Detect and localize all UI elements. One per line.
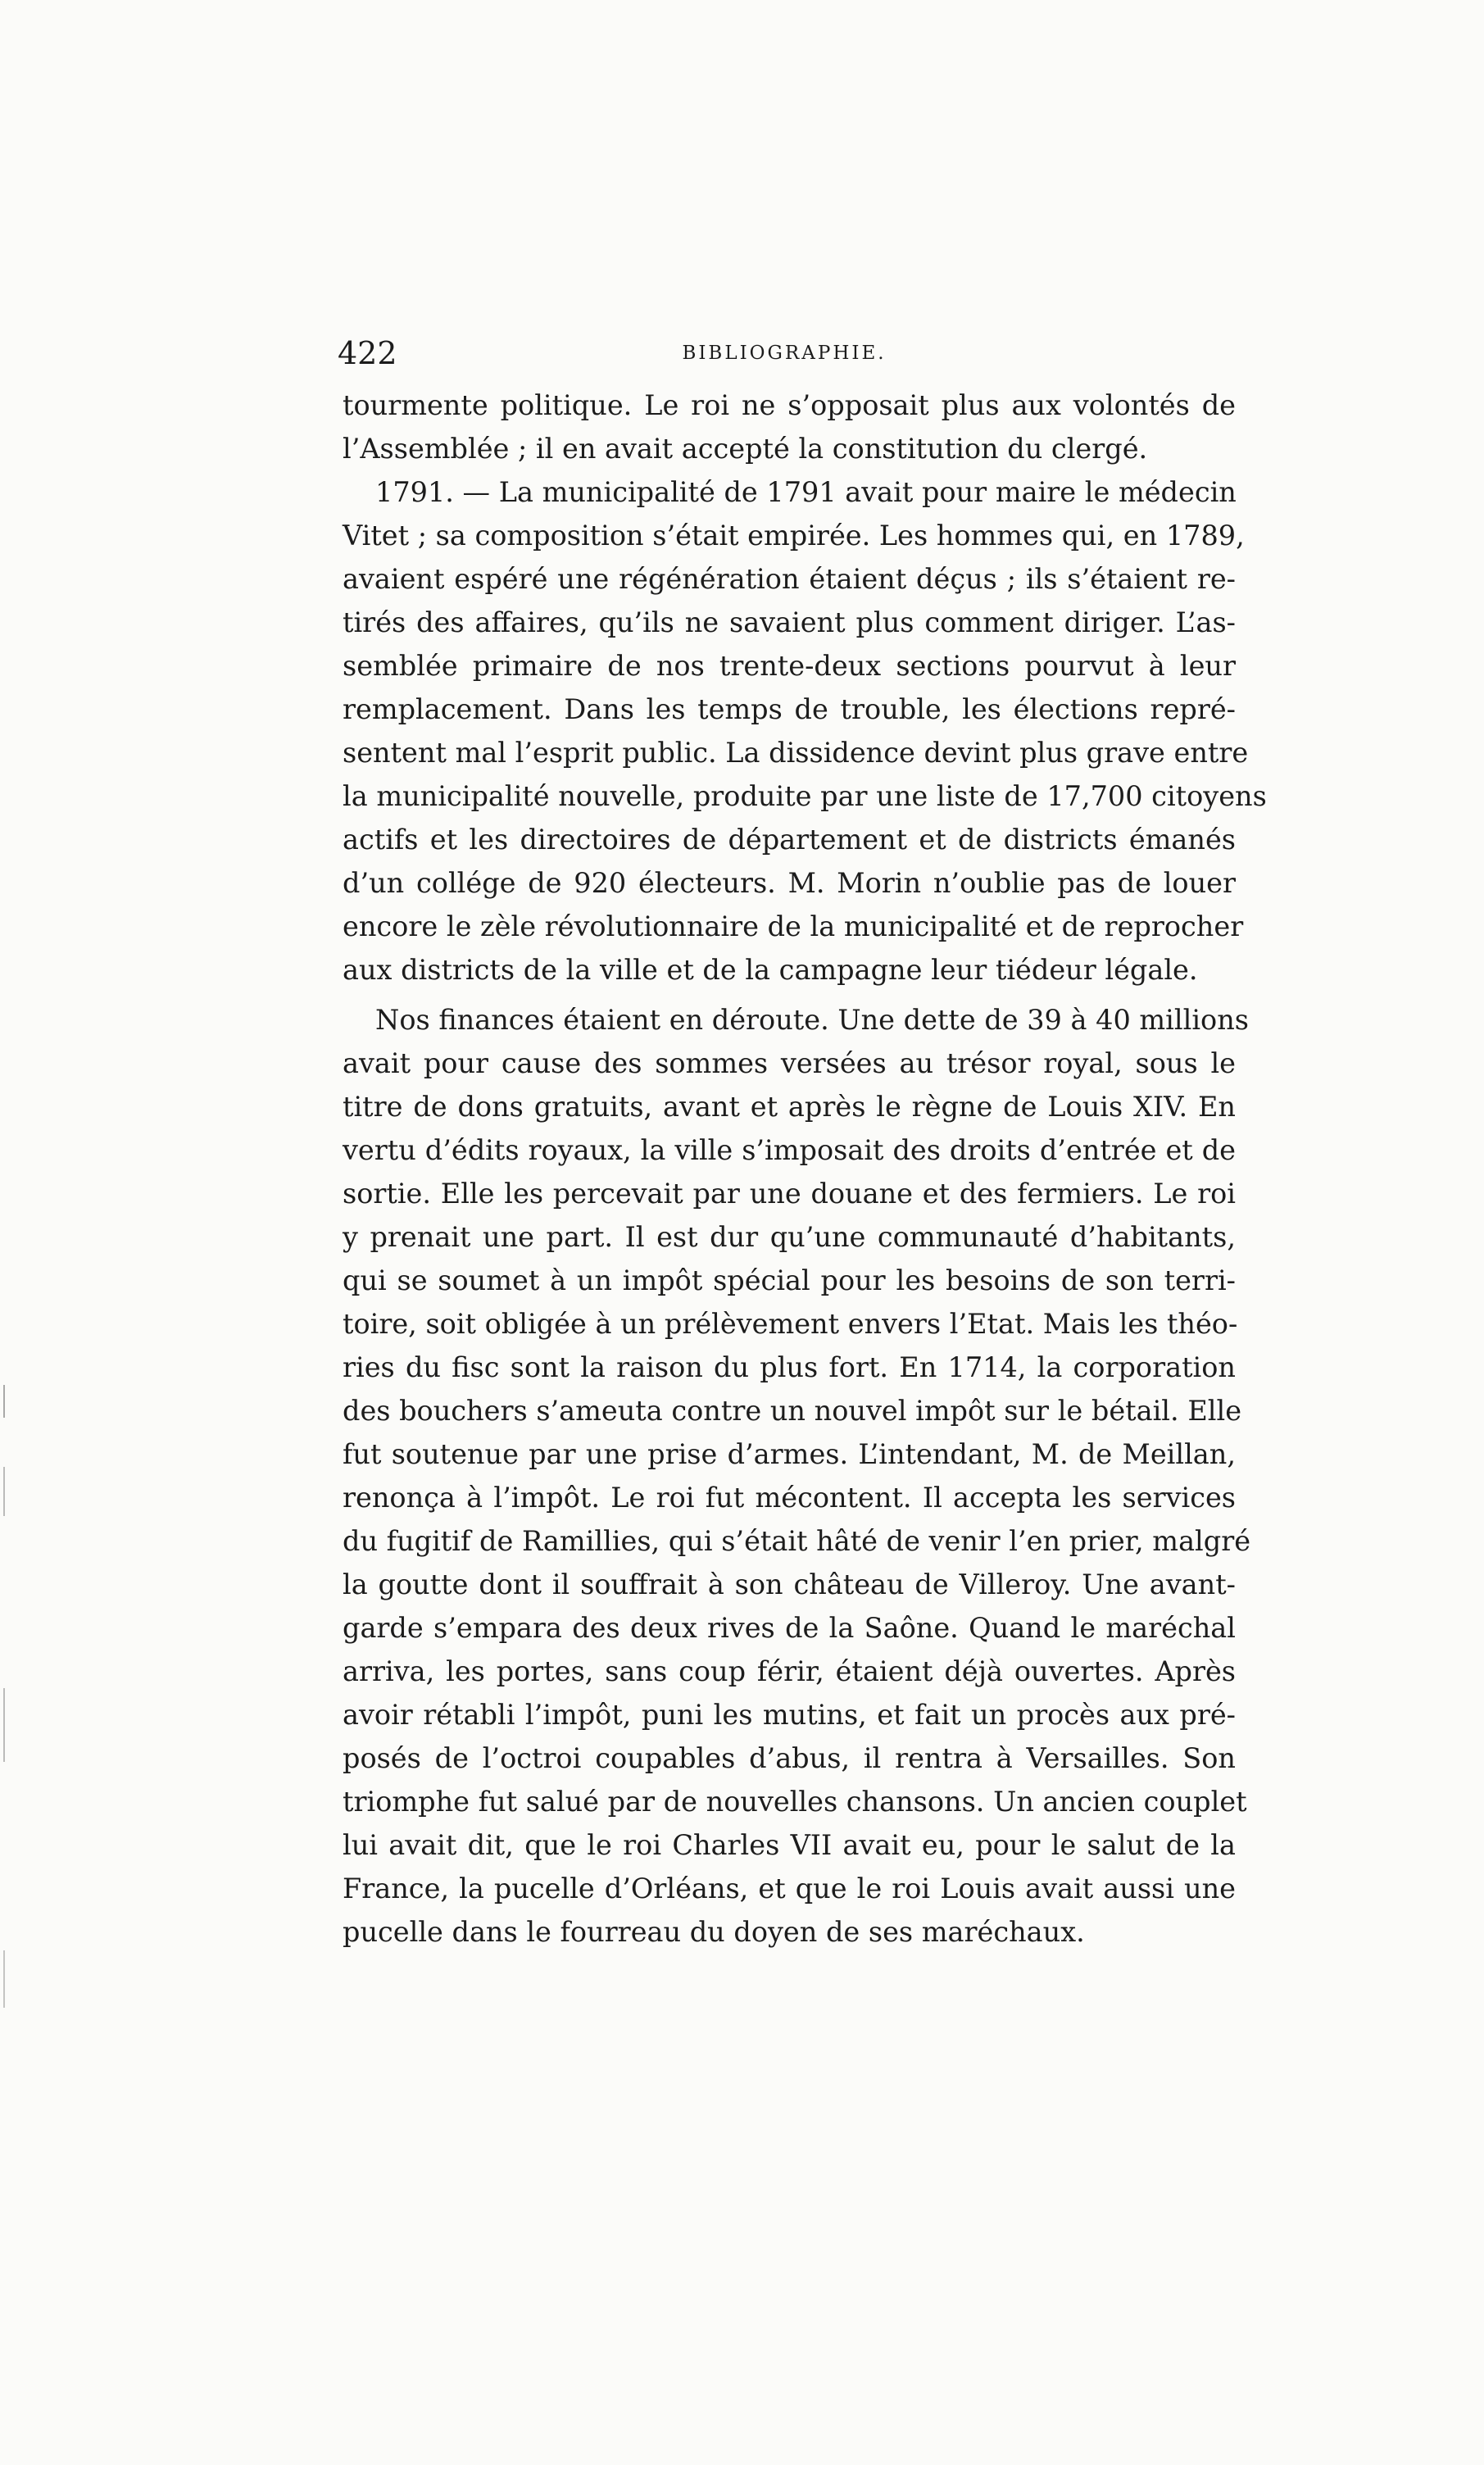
text-line: fut soutenue par une prise d’armes. L’intendant, M. de Meillan, — [343, 1438, 1236, 1470]
text-line: actifs et les directoires de département et de districts émanés — [343, 824, 1236, 856]
text-line: semblée primaire de nos trente-deux sections pourvut à leur — [343, 650, 1236, 682]
text-line: sentent mal l’esprit public. La dissidence devint plus grave entre — [343, 737, 1249, 769]
text-line: garde s’empara des deux rives de la Saône. Quand le maréchal — [343, 1612, 1236, 1644]
scan-edge-mark — [3, 1385, 5, 1418]
text-line: toire, soit obligée à un prélèvement envers l’Etat. Mais les théo- — [343, 1308, 1238, 1340]
text-line: ries du fisc sont la raison du plus fort. En 1714, la corporation — [343, 1351, 1236, 1383]
text-line: la municipalité nouvelle, produite par une liste de 17,700 citoyens — [343, 780, 1267, 812]
text-line: encore le zèle révolutionnaire de la municipalité et de reprocher — [343, 910, 1244, 942]
text-line: tourmente politique. Le roi ne s’opposait plus aux volontés de — [343, 389, 1236, 421]
scan-edge-mark — [3, 1950, 5, 2008]
scan-edge-mark — [3, 1688, 5, 1762]
text-line: l’Assemblée ; il en avait accepté la constitution du clergé. — [343, 433, 1148, 465]
text-line: du fugitif de Ramillies, qui s’était hâté de venir l’en prier, malgré — [343, 1525, 1251, 1557]
text-line: posés de l’octroi coupables d’abus, il rentra à Versailles. Son — [343, 1742, 1236, 1774]
text-line: la goutte dont il souffrait à son château de Villeroy. Une avant- — [343, 1568, 1236, 1600]
running-head — [338, 333, 1231, 374]
text-line: d’un collége de 920 électeurs. M. Morin n’oublie pas de louer — [343, 867, 1236, 899]
text-line: des bouchers s’ameuta contre un nouvel impôt sur le bétail. Elle — [343, 1395, 1242, 1427]
text-line: triomphe fut salué par de nouvelles chansons. Un ancien couplet — [343, 1786, 1247, 1818]
text-line: qui se soumet à un impôt spécial pour les besoins de son terri- — [343, 1264, 1236, 1296]
text-line: Nos finances étaient en déroute. Une dette de 39 à 40 millions — [375, 1004, 1249, 1036]
body-text — [343, 384, 1267, 1954]
text-line: tirés des affaires, qu’ils ne savaient plus comment diriger. L’as- — [343, 606, 1236, 638]
running-title: BIBLIOGRAPHIE. — [682, 343, 887, 364]
text-line: renonça à l’impôt. Le roi fut mécontent. Il accepta les services — [343, 1482, 1236, 1514]
page-number: 422 — [338, 335, 397, 371]
text-line: 1791. — La municipalité de 1791 avait pour maire le médecin — [375, 476, 1237, 508]
text-line: remplacement. Dans les temps de trouble, les élections repré- — [343, 693, 1236, 725]
text-line: lui avait dit, que le roi Charles VII avait eu, pour le salut de la — [343, 1829, 1236, 1861]
text-line: France, la pucelle d’Orléans, et que le roi Louis avait aussi une — [343, 1873, 1236, 1904]
text-line: pucelle dans le fourreau du doyen de ses maréchaux. — [343, 1916, 1085, 1948]
text-line: titre de dons gratuits, avant et après le règne de Louis XIV. En — [343, 1091, 1236, 1123]
text-line: arriva, les portes, sans coup férir, étaient déjà ouvertes. Après — [343, 1655, 1236, 1687]
text-line: avaient espéré une régénération étaient déçus ; ils s’étaient re- — [343, 563, 1236, 595]
text-line: sortie. Elle les percevait par une douane et des fermiers. Le roi — [343, 1178, 1236, 1210]
text-line: vertu d’édits royaux, la ville s’imposait des droits d’entrée et de — [343, 1134, 1236, 1166]
paragraph-gap — [343, 992, 1236, 998]
text-line: aux districts de la ville et de la campagne leur tiédeur légale. — [343, 954, 1198, 986]
text-line: avoir rétabli l’impôt, puni les mutins, et fait un procès aux pré- — [343, 1699, 1236, 1731]
scan-edge-mark — [3, 1467, 5, 1516]
text-line: avait pour cause des sommes versées au trésor royal, sous le — [343, 1047, 1236, 1079]
text-line: y prenait une part. Il est dur qu’une communauté d’habitants, — [343, 1221, 1236, 1253]
text-line: Vitet ; sa composition s’était empirée. Les hommes qui, en 1789, — [343, 520, 1245, 552]
